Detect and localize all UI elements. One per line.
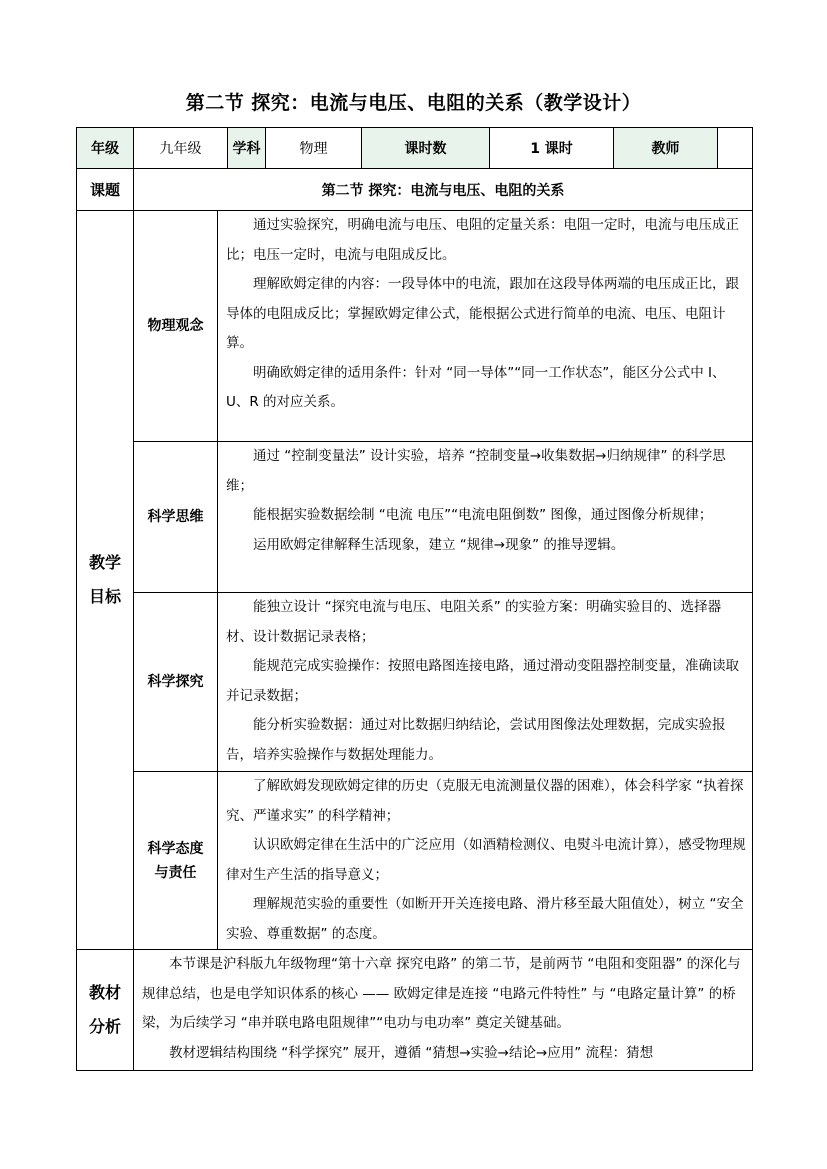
goals-label-line1: 教学 [88, 553, 121, 572]
header-row [77, 128, 753, 169]
goal-row-scientific-inquiry [77, 593, 753, 772]
goal-row-attitude-responsibility [77, 772, 753, 950]
goal-content [218, 211, 753, 442]
topic-value: 第二节 探究：电流与电压、电阻的关系 [134, 169, 753, 211]
page-title: 第二节 探究：电流与电压、电阻的关系（教学设计） [185, 92, 642, 114]
goal-paragraph: 能分析实验数据：通过对比数据归纳结论，尝试用图像法处理数据，完成实验报告，培养实验操作与数据处理能力。 [226, 717, 726, 763]
goal-content [218, 593, 753, 772]
analysis-label [77, 950, 134, 1071]
goal-paragraph: 理解欧姆定律的内容：一段导体中的电流，跟加在这段导体两端的电压成正比，跟导体的电阻成反比；掌握欧姆定律公式，能根据公式进行简单的电流、电压、电阻计算。 [226, 276, 739, 351]
goal-paragraph: 能独立设计 “探究电流与电压、电阻关系” 的实验方案：明确实验目的、选择器材、设计数据记录表格； [226, 599, 722, 645]
hours-value: 1 课时 [490, 128, 614, 169]
lesson-plan-table [76, 127, 753, 1071]
goal-name: 科学探究 [134, 593, 218, 772]
analysis-row [77, 950, 753, 1071]
goal-paragraph: 运用欧姆定律解释生活现象，建立 “规律→现象” 的推导逻辑。 [253, 536, 625, 553]
goal-row-physics-concept [77, 211, 753, 442]
goal-paragraph: 理解规范实验的重要性（如断开开关连接电路、滑片移至最大阻值处），树立 “安全实验、尊重数据” 的态度。 [226, 896, 744, 942]
goal-content [218, 772, 753, 950]
analysis-content [134, 950, 753, 1071]
analysis-paragraph: 教材逻辑结构围绕 “科学探究” 展开，遵循 “猜想→实验→结论→应用” 流程：猜想 [169, 1044, 654, 1061]
grade-label: 年级 [77, 128, 134, 169]
goal-name: 物理观念 [134, 211, 218, 442]
goal-paragraph: 认识欧姆定律在生活中的广泛应用（如酒精检测仪、电熨斗电流计算），感受物理规律对生产生活的指导意义； [226, 837, 746, 883]
analysis-label-line2: 分析 [88, 1017, 121, 1036]
goal-content [218, 442, 753, 593]
teacher-label: 教师 [614, 128, 718, 169]
goals-label [77, 211, 134, 950]
goal-paragraph: 能根据实验数据绘制 “电流 电压”“电流电阻倒数” 图像，通过图像分析规律； [253, 507, 713, 523]
topic-row [77, 169, 753, 211]
analysis-paragraph: 本节课是沪科版九年级物理“第十六章 探究电路” 的第二节，是前两节 “电阻和变阻器” 的深化与规律总结，也是电学知识体系的核心 —— 欧姆定律是连接 “电路元件特性” 与 “电路定量计算” 的桥梁，为后续学习 “串并联电路电阻规律”“电功与电功率” 奠定关键基础。 [142, 956, 741, 1031]
goal-paragraph: 明确欧姆定律的适用条件：针对 “同一导体”“同一工作状态”，能区分公式中 I、U、R 的对应关系。 [226, 364, 726, 410]
goal-paragraph: 通过 “控制变量法” 设计实验，培养 “控制变量→收集数据→归纳规律” 的科学思维； [226, 448, 726, 494]
topic-label: 课题 [77, 169, 134, 211]
goal-name: 科学思维 [134, 442, 218, 593]
goal-name: 科学态度 与责任 [134, 772, 218, 950]
analysis-label-line1: 教材 [88, 983, 121, 1002]
goal-paragraph: 通过实验探究，明确电流与电压、电阻的定量关系：电阻一定时，电流与电压成正比；电压一定时，电流与电阻成反比。 [226, 217, 739, 263]
hours-label: 课时数 [362, 128, 490, 169]
goals-label-line2: 目标 [88, 587, 121, 606]
subject-label: 学科 [228, 128, 266, 169]
goal-paragraph: 能规范完成实验操作：按照电路图连接电路，通过滑动变阻器控制变量，准确读取并记录数据； [226, 658, 739, 704]
goal-row-scientific-thinking [77, 442, 753, 593]
goal-paragraph: 了解欧姆发现欧姆定律的历史（克服无电流测量仪器的困难），体会科学家 “执着探究、严谨求实” 的科学精神； [226, 778, 744, 824]
teacher-value [718, 128, 753, 169]
subject-value: 物理 [266, 128, 362, 169]
grade-value: 九年级 [134, 128, 228, 169]
